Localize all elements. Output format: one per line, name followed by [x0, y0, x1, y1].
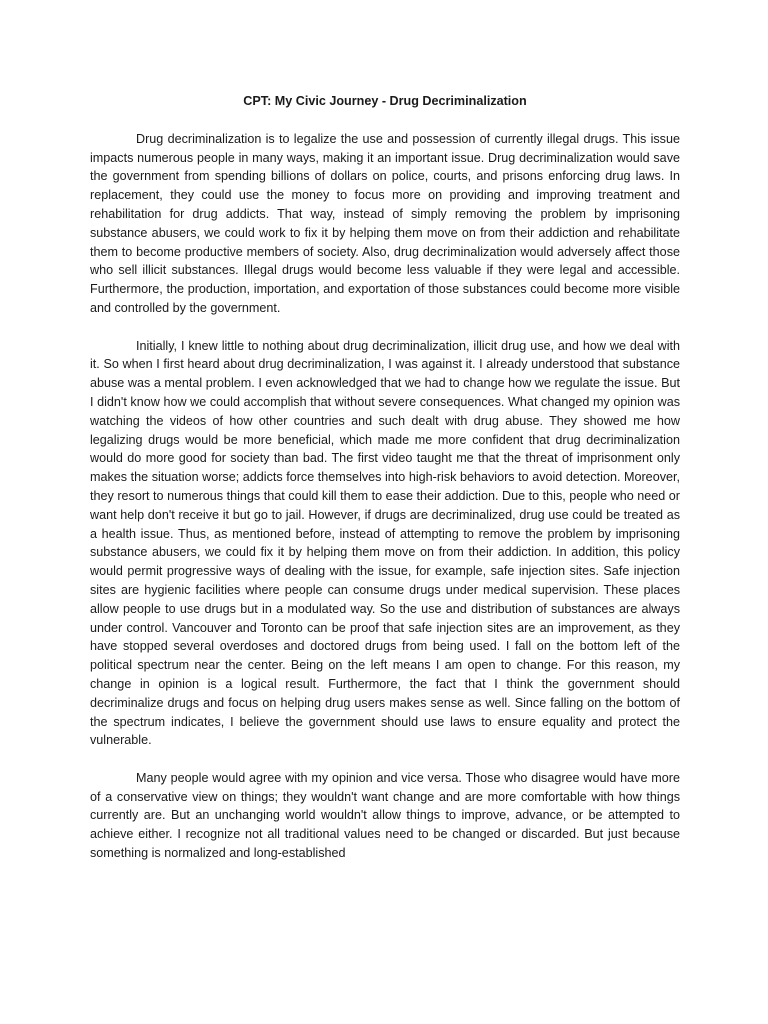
paragraph-3: Many people would agree with my opinion and vice versa. Those who disagree would have more of a conservative view on things; they wouldn't want change and are more comfortable with how things currently are. But an unchanging world wouldn't allow things to improve, advance, or be attempted to achieve either. I recognize not all traditional values need to be changed or discarded. But just because something is normalized and long-established — [90, 770, 680, 861]
paragraph-1: Drug decriminalization is to legalize the use and possession of currently illegal drugs. This issue impacts numerous people in many ways, making it an important issue. Drug decriminalization would save the government from spending billions of dollars on police, courts, and prisons enforcing drug laws. In replacement, they could use the money to focus more on providing and improving treatment and rehabilitation for drug addicts. That way, instead of simply removing the problem by imprisoning substance abusers, we could work to fix it by helping them move on from their addiction and rehabilitate them to become productive members of society. Also, drug decriminalization would adversely affect those who sell illicit substances. Illegal drugs would become less valuable if they were legal and accessible. Furthermore, the production, importation, and exportation of those substances could become more visible and controlled by the government. — [90, 131, 680, 315]
document-page — [90, 92, 680, 882]
document-title: CPT: My Civic Journey - Drug Decriminalization — [243, 94, 527, 108]
paragraph-2: Initially, I knew little to nothing about drug decriminalization, illicit drug use, and how we deal with it. So when I first heard about drug decriminalization, I was against it. I already understood that substance abuse was a mental problem. I even acknowledged that we had to change how we regulate the issue. But I didn't know how we could accomplish that without severe consequences. What changed my opinion was watching the videos of how other countries and such dealt with drug abuse. They showed me how legalizing drugs would be more beneficial, which made me more confident that drug decriminalization would do more good for society than bad. The first video taught me that the threat of imprisonment only makes the situation worse; addicts force themselves into high-risk behaviors to avoid detection. Moreover, they resort to numerous things that could kill them to ease their addiction. Due to this, people who need or want help don't receive it but go to jail. However, if drugs are decriminalized, drug use could be treated as a health issue. Thus, as mentioned before, instead of attempting to remove the problem by imprisoning substance abusers, we could fix it by helping them move on from their addiction. In addition, this policy would permit progressive ways of dealing with the issue, for example, safe injection sites. Safe injection sites are hygienic facilities where people can consume drugs under medical supervision. These places allow people to use drugs but in a modulated way. So the use and distribution of substances are always under control. Vancouver and Toronto can be proof that safe injection sites are an improvement, as they have stopped several overdoses and doctored drugs from being used. I fall on the bottom left of the political spectrum near the center. Being on the left means I am open to change. For this reason, my change in opinion is a logical result. Furthermore, the fact that I think the government should decriminalize drugs and focus on helping drug users makes sense as well. Since falling on the bottom of the spectrum indicates, I believe the government should use laws to ensure equality and protect the vulnerable. — [90, 338, 680, 748]
